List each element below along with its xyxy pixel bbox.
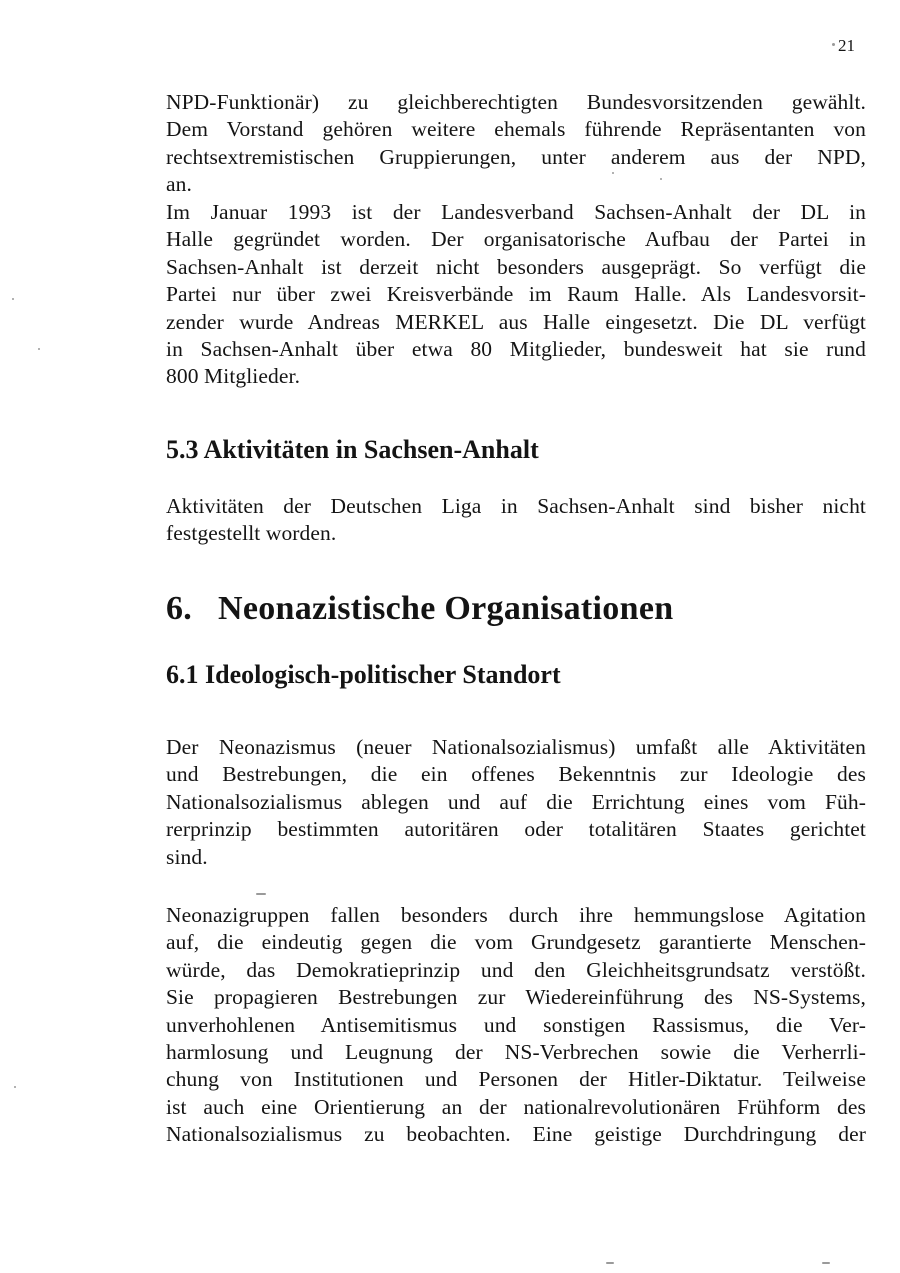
- scan-speck: [38, 348, 40, 350]
- text-line: würde, das Demokratieprinzip und den Gleichheitsgrundsatz verstößt.: [166, 957, 866, 982]
- scan-speck: [14, 1086, 16, 1088]
- chapter-heading-6: [166, 589, 673, 629]
- scan-speck: [832, 43, 835, 46]
- text-line: Sachsen-Anhalt ist derzeit nicht besonders ausgeprägt. So verfügt die: [166, 254, 866, 279]
- text-line: an.: [166, 172, 192, 197]
- scan-speck: [12, 298, 14, 300]
- text-line: Nationalsozialismus ablegen und auf die Errichtung eines vom Füh-: [166, 789, 866, 814]
- paragraph-dl-leadership: [166, 89, 866, 199]
- text-line: Sie propagieren Bestrebungen zur Wiedereinführung des NS-Systems,: [166, 985, 866, 1010]
- text-line: rerprinzip bestimmten autoritären oder totalitären Staates gerichtet: [166, 817, 866, 842]
- scan-speck: [606, 1262, 614, 1264]
- text-line: chung von Institutionen und Personen der Hitler-Diktatur. Teilweise: [166, 1067, 866, 1092]
- chapter-number: 6.: [166, 590, 193, 627]
- text-line: und Bestrebungen, die ein offenes Bekenntnis zur Ideologie des: [166, 762, 866, 787]
- text-line: sind.: [166, 844, 208, 869]
- paragraph-neonazismus-definition: [166, 734, 866, 871]
- text-line: festgestellt worden.: [166, 521, 337, 546]
- text-line: auf, die eindeutig gegen die vom Grundgesetz garantierte Menschen-: [166, 930, 866, 955]
- text-line: Neonazigruppen fallen besonders durch ihre hemmungslose Agitation: [166, 903, 866, 927]
- scan-speck: [822, 1262, 830, 1264]
- text-line: in Sachsen-Anhalt über etwa 80 Mitglieder, bundesweit hat sie rund: [166, 337, 866, 362]
- section-heading-5-3: 5.3 Aktivitäten in Sachsen-Anhalt: [166, 435, 539, 464]
- text-line: unverhohlenen Antisemitismus und sonstigen Rassismus, die Ver-: [166, 1012, 866, 1037]
- text-line: Dem Vorstand gehören weitere ehemals führende Repräsentanten von: [166, 117, 866, 142]
- page-number: 21: [838, 36, 855, 55]
- scan-speck: [612, 172, 614, 174]
- text-line: 800 Mitglieder.: [166, 364, 301, 389]
- paragraph-neonazigruppen: [166, 902, 866, 1149]
- text-line: Im Januar 1993 ist der Landesverband Sachsen-Anhalt der DL in: [166, 200, 866, 224]
- paragraph-landesverband: [166, 199, 866, 391]
- text-line: rechtsextremistischen Gruppierungen, unter anderem aus der NPD,: [166, 144, 866, 169]
- text-line: Der Neonazismus (neuer Nationalsozialismus) umfaßt alle Aktivitäten: [166, 735, 866, 759]
- text-line: harmlosung und Leugnung der NS-Verbrechen sowie die Verherrli-: [166, 1040, 866, 1065]
- scan-speck: [256, 893, 266, 895]
- text-line: ist auch eine Orientierung an der nationalrevolutionären Frühform des: [166, 1094, 866, 1119]
- text-line: zender wurde Andreas MERKEL aus Halle eingesetzt. Die DL verfügt: [166, 309, 866, 334]
- text-line: Partei nur über zwei Kreisverbände im Raum Halle. Als Landesvorsit-: [166, 282, 866, 307]
- text-line: Halle gegründet worden. Der organisatorische Aufbau der Partei in: [166, 227, 866, 252]
- text-line: NPD-Funktionär) zu gleichberechtigten Bundesvorsitzenden gewählt.: [166, 90, 866, 114]
- text-line: Aktivitäten der Deutschen Liga in Sachsen-Anhalt sind bisher nicht: [166, 494, 866, 518]
- text-line: Nationalsozialismus zu beobachten. Eine geistige Durchdringung der: [166, 1122, 866, 1147]
- chapter-title: Neonazistische Organisationen: [218, 590, 674, 627]
- section-heading-6-1: 6.1 Ideologisch-politischer Standort: [166, 660, 561, 689]
- paragraph-aktivitaeten: [166, 493, 866, 548]
- scan-speck: [660, 178, 662, 180]
